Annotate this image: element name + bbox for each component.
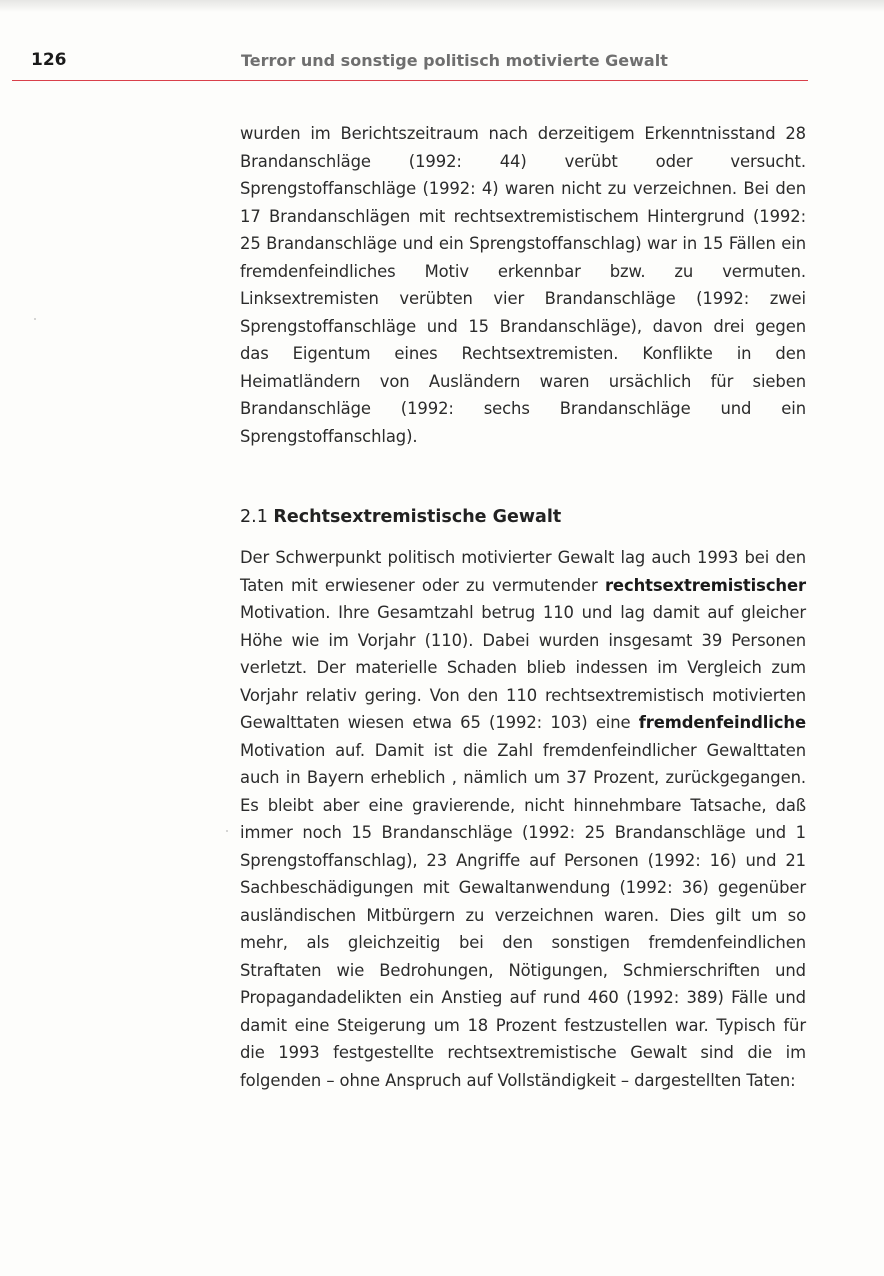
paragraph-text: Der Schwerpunkt politisch motivierter Gewalt lag auch 1993 bei den Taten mit erwiesener oder zu vermutender (240, 548, 806, 595)
scan-speck (226, 830, 228, 832)
header-divider (12, 80, 808, 81)
page-number: 126 (31, 50, 67, 70)
paragraph-intro: wurden im Berichtszeitraum nach derzeitigem Erkenntnisstand 28 Brandanschläge (1992: 44) verübt oder versucht. Sprengstoffanschläge (1992: 4) waren nicht zu verzeichnen. Bei den 17 Brandanschlägen mit rechtsextremistischem Hintergrund (1992: 25 Brandanschläge und ein Sprengstoffanschlag) war in 15 Fällen ein fremdenfeindliches Motiv erkennbar bzw. zu vermuten. Linksextremisten verübten vier Brandanschläge (1992: zwei Sprengstoffanschläge und 15 Brandanschläge), davon drei gegen das Eigentum eines Rechtsextremisten. Konflikte in den Heimatländern von Ausländern waren ursächlich für sieben Brandanschläge (1992: sechs Brandanschläge und ein Sprengstoffanschlag). (240, 124, 806, 446)
paragraph-text: Motivation auf. Damit ist die Zahl fremdenfeindlicher Gewalttaten auch in Bayern erheblich , nämlich um 37 Prozent, zurückgegangen. Es bleibt aber eine gravierende, nicht hinnehmbare Tatsache, daß immer noch 15 Brandanschläge (1992: 25 Brandanschläge und 1 Sprengstoffanschlag), 23 Angriffe auf Personen (1992: 16) und 21 Sachbeschädigungen mit Gewaltanwendung (1992: 36) gegenüber ausländischen Mitbürgern zu verzeichnen waren. Dies gilt um so mehr, als gleichzeitig bei den sonstigen fremdenfeindlichen Straftaten wie Bedrohungen, Nötigungen, Schmierschriften und Propagandadelikten ein Anstieg auf rund 460 (1992: 389) Fälle und damit eine Steigerung um 18 Prozent festzustellen war. Typisch für die 1993 festgestellte rechtsextremistische Gewalt sind die im folgenden – ohne Anspruch auf Vollständigkeit – dargestellten Taten: (240, 740, 806, 1090)
running-head: Terror und sonstige politisch motivierte Gewalt (241, 51, 668, 70)
scan-speck (34, 318, 36, 320)
emphasis-term: rechtsextremistischer (604, 575, 806, 595)
paragraph-right-wing-violence (240, 544, 806, 1094)
scan-top-edge (0, 0, 884, 12)
paragraph-text: Motivation. Ihre Gesamtzahl betrug 110 und lag damit auf gleicher Höhe wie im Vorjahr (110). Dabei wurden insgesamt 39 Personen verletzt. Der materielle Schaden blieb indessen im Vergleich zum Vorjahr relativ gering. Von den 110 rechtsextremistisch motivierten Gewalttaten wiesen etwa 65 (1992: 103) eine (240, 603, 806, 732)
section-heading (240, 507, 561, 527)
section-number: 2.1 (240, 507, 268, 527)
emphasis-term: fremdenfeindliche (638, 713, 806, 732)
section-title: Rechtsextremistische Gewalt (273, 507, 562, 527)
